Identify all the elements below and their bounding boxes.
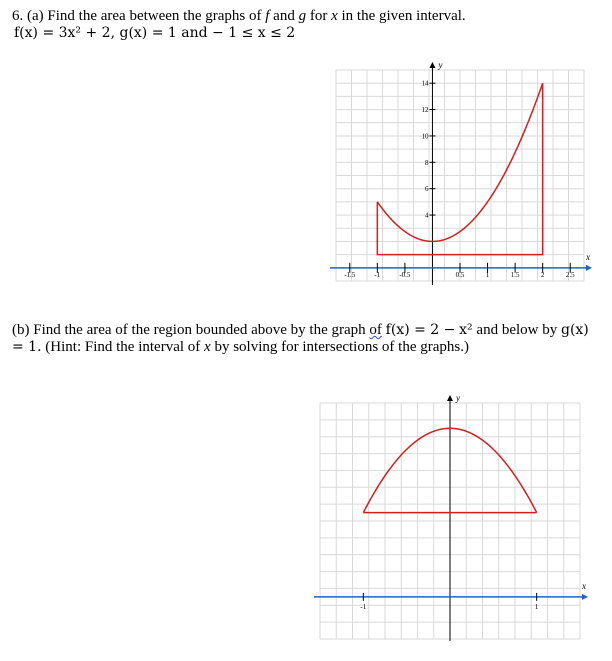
question-b-text1: Find the area of the region bounded above by the graph <box>33 322 366 338</box>
question-b-of: of <box>369 322 382 338</box>
x-tick-label: 1.5 <box>510 270 520 279</box>
and-text: and <box>273 8 295 24</box>
question-part-a <box>12 8 602 42</box>
question-part-b <box>12 322 602 356</box>
question-b-text3: (Hint: Find the interval of <box>45 339 201 355</box>
graph-part-a <box>330 62 590 287</box>
y-axis-label: y <box>456 393 460 403</box>
part-b-label: (b) <box>12 322 30 338</box>
y-tick-label: 4 <box>424 211 429 220</box>
y-tick-label: 12 <box>421 106 429 115</box>
part-a-label: (a) <box>27 8 44 24</box>
y-tick-label: 8 <box>424 158 429 167</box>
x-axis-arrow <box>582 594 588 600</box>
question-a-line1 <box>12 8 602 25</box>
x-tick-label: 1 <box>485 270 490 279</box>
x-tick-label: -0.5 <box>399 270 411 279</box>
for-text: for <box>309 8 328 24</box>
graph-part-b <box>316 395 588 643</box>
x-axis-arrow <box>586 265 592 271</box>
g-symbol: g <box>298 8 307 24</box>
question-a-text-rest: in the given interval. <box>341 8 466 24</box>
x-axis-label: x <box>586 251 590 262</box>
question-b-math3: g(x) = 1. <box>12 322 589 355</box>
question-b-math2: x² <box>459 322 473 338</box>
x-tick-label: 1 <box>534 602 539 611</box>
y-tick-label: 6 <box>424 185 429 194</box>
x-axis-label: x <box>582 580 586 591</box>
question-a-text: Find the area between the graphs of <box>47 8 262 24</box>
y-axis-arrow <box>429 62 435 68</box>
x-tick-label: 2 <box>540 270 545 279</box>
x-tick-label: 0.5 <box>455 270 465 279</box>
y-axis-label: y <box>438 60 443 70</box>
f-symbol: f <box>265 8 270 24</box>
x-tick-label: -1 <box>374 270 381 279</box>
x-tick-label: -1 <box>360 602 367 611</box>
question-b-math1: f(x) = 2 − <box>385 322 456 338</box>
question-a-functions: f(x) = 3x² + 2, g(x) = 1 and − 1 ≤ x ≤ 2 <box>14 25 296 41</box>
question-b-x: x <box>204 339 211 355</box>
y-axis-arrow <box>447 395 453 401</box>
grid <box>336 70 584 281</box>
y-tick-label: 14 <box>421 79 429 88</box>
question-b-text4: by solving for intersections of the graphs.) <box>214 339 469 355</box>
y-tick-label: 10 <box>421 132 429 141</box>
question-b-text2: and below by <box>476 322 558 338</box>
x-tick-label: 2.5 <box>565 270 575 279</box>
x-symbol: x <box>331 8 338 24</box>
x-tick-label: -1.5 <box>344 270 356 279</box>
question-number: 6. <box>12 8 24 24</box>
